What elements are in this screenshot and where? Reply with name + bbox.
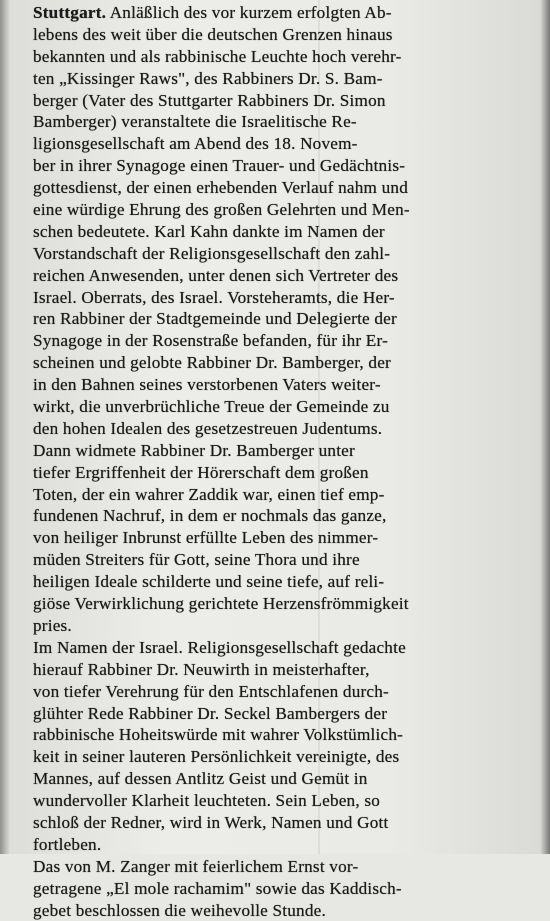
text-line: keit in seiner lauteren Persönlichkeit vereinigte, des: [33, 747, 400, 767]
right-edge-shadow: [540, 0, 550, 854]
text-line: Das von M. Zanger mit feierlichem Ernst vor-: [33, 856, 359, 876]
paragraph-2: [33, 440, 534, 637]
text-line: in den Bahnen seines verstorbenen Vaters weiter-: [33, 375, 381, 395]
text-line: hierauf Rabbiner Dr. Neuwirth in meisterhafter,: [33, 659, 370, 679]
text-line: berger (Vater des Stuttgarter Rabbiners Dr. Simon: [33, 90, 386, 110]
text-line: heiligen Ideale schilderte und seine tiefe, auf reli-: [33, 572, 385, 592]
text-line: den hohen Idealen des gesetzestreuen Judentums.: [33, 418, 383, 438]
text-line: Bamberger) veranstaltete die Israelitische Re-: [33, 112, 357, 132]
text-line: schloß der Redner, wird in Werk, Namen und Gott: [33, 812, 389, 832]
text-line: Synagoge in der Rosenstraße befanden, für ihr Er-: [33, 331, 389, 351]
text-line: glühter Rede Rabbiner Dr. Seckel Bambergers der: [33, 703, 388, 723]
paragraph-3: [33, 637, 534, 856]
text-line: pries.: [33, 615, 72, 635]
text-line: eine würdige Ehrung des großen Gelehrten und Men-: [33, 200, 410, 220]
text-line: Im Namen der Israel. Religionsgesellschaft gedachte: [33, 637, 406, 657]
text-line: Dann widmete Rabbiner Dr. Bamberger unter: [33, 440, 355, 460]
text-line: wundervoller Klarheit leuchteten. Sein Leben, so: [33, 791, 381, 811]
text-line: Mannes, auf dessen Antlitz Geist und Gemüt in: [33, 769, 368, 789]
text-line: gottesdienst, der einen erhebenden Verlauf nahm und: [33, 178, 408, 198]
text-line: giöse Verwirklichung gerichtete Herzensfrömmigkeit: [33, 594, 409, 614]
text-line: Vorstandschaft der Religionsgesellschaft den zahl-: [33, 243, 391, 263]
text-line: Toten, der ein wahrer Zaddik war, einen tief emp-: [33, 484, 385, 504]
text-line: müden Streiters für Gott, seine Thora und ihre: [33, 550, 360, 570]
text-line: gebet beschlossen die weihevolle Stunde.: [33, 900, 326, 920]
text-line: von heiliger Inbrunst erfüllte Leben des nimmer-: [33, 528, 379, 548]
text-line: scheinen und gelobte Rabbiner Dr. Bamberger, der: [33, 353, 391, 373]
text-line: ren Rabbiner der Stadtgemeinde und Delegierte der: [33, 309, 397, 329]
text-line: wirkt, die unverbrüchliche Treue der Gemeinde zu: [33, 397, 390, 417]
dateline: Stuttgart.: [33, 3, 107, 22]
text-line: von tiefer Verehrung für den Entschlafenen durch-: [33, 681, 389, 701]
text-line: ligionsgesellschaft am Abend des 18. Novem-: [33, 134, 358, 154]
text-line: Israel. Oberrats, des Israel. Vorsteheramts, die Her-: [33, 287, 395, 307]
text-line: lebens des weit über die deutschen Grenzen hinaus: [33, 24, 393, 44]
paragraph-1: [33, 2, 534, 440]
text-line: ber in ihrer Synagoge einen Trauer- und Gedächtnis-: [33, 156, 406, 176]
text-line: Stuttgart. Anläßlich des vor kurzem erfolgten Ab-: [33, 3, 392, 22]
text-line: bekannten und als rabbinische Leuchte hoch verehr-: [33, 46, 402, 66]
text-line: getragene „El mole rachamim" sowie das Kaddisch-: [33, 878, 402, 898]
text-line: schen bedeutete. Karl Kahn dankte im Namen der: [33, 221, 385, 241]
text-line: fundenen Nachruf, in dem er nochmals das ganze,: [33, 506, 387, 526]
paragraph-4: [33, 856, 534, 921]
text-line: rabbinische Hoheitswürde mit wahrer Volkstümlich-: [33, 725, 404, 745]
text-line: ten „Kissinger Raws", des Rabbiners Dr. S. Bam-: [33, 68, 383, 88]
text-line: fortleben.: [33, 834, 102, 854]
left-edge-shadow: [0, 0, 10, 854]
text-line: reichen Anwesenden, unter denen sich Vertreter des: [33, 265, 399, 285]
text-line: tiefer Ergriffenheit der Hörerschaft dem großen: [33, 462, 369, 482]
